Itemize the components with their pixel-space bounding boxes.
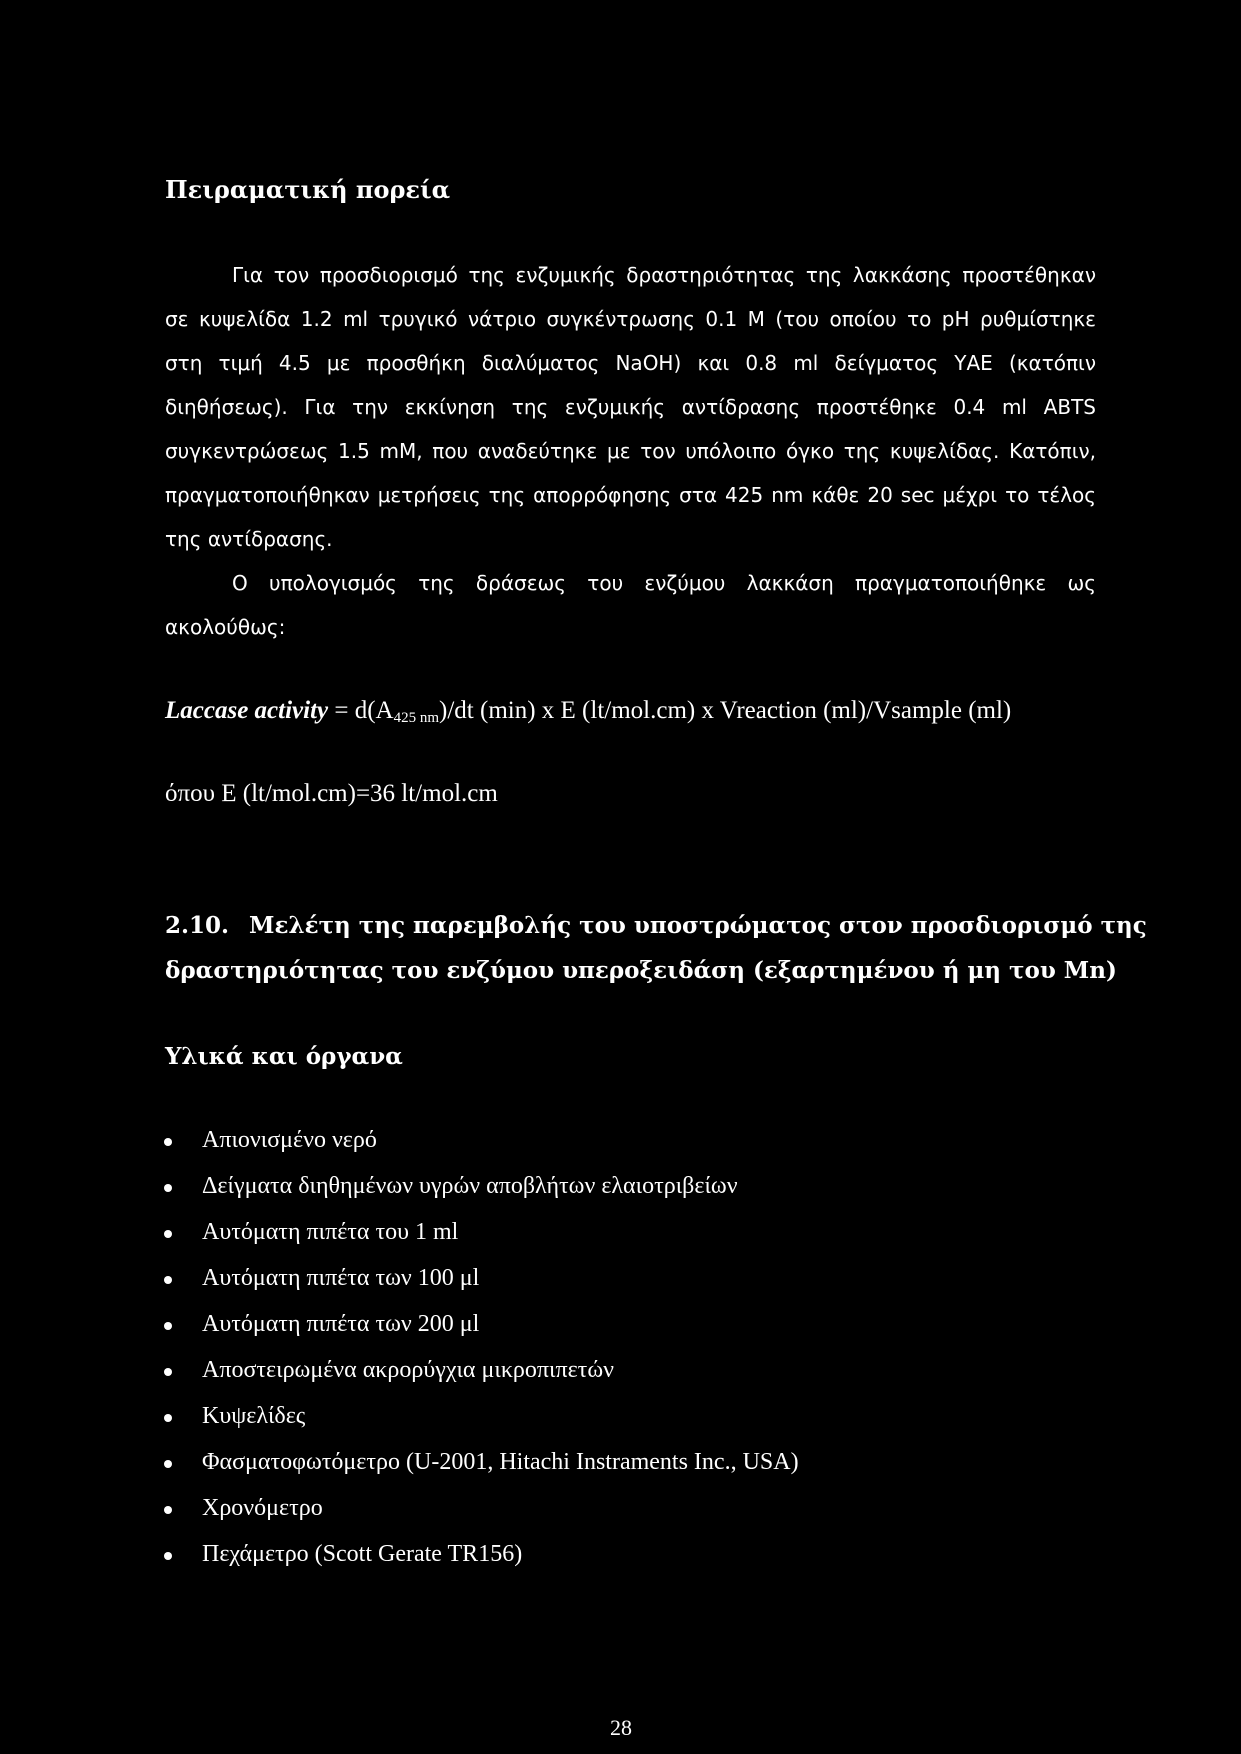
section-2-10-title-line2: δραστηριότητας του ενζύμου υπεροξειδάση (εξαρτημένου ή μη του Mn) <box>165 957 1117 984</box>
list-item: Απιονισμένο νερό <box>202 1127 377 1153</box>
list-item: Αποστειρωμένα ακρορύγχια μικροπιπετών <box>202 1357 614 1383</box>
paragraph-line: συγκεντρώσεως 1.5 mM, που αναδεύτηκε με τον υπόλοιπο όγκο της κυψελίδας. Κατόπιν, <box>165 439 1096 463</box>
paragraph-line: ακολούθως: <box>165 615 286 639</box>
formula-rest: )/dt (min) x E (lt/mol.cm) x Vreaction (ml)/Vsample (ml) <box>439 697 1012 724</box>
list-item: Αυτόματη πιπέτα των 100 μl <box>202 1265 480 1291</box>
section-heading: Πειραματική πορεία <box>165 175 451 204</box>
laccase-activity-formula <box>165 697 1011 727</box>
extinction-coefficient-note: όπου Ε (lt/mol.cm)=36 lt/mol.cm <box>165 780 498 807</box>
formula-subscript: 425 nm <box>393 710 440 726</box>
paragraph-line: στη τιμή 4.5 με προσθήκη διαλύματος NaOH) και 0.8 ml δείγματος ΥΑΕ (κατόπιν <box>165 351 1096 375</box>
paragraph-line: Για τον προσδιορισμό της ενζυμικής δραστηριότητας της λακκάσης προστέθηκαν <box>232 263 1096 287</box>
list-item: Δείγματα διηθημένων υγρών αποβλήτων ελαιοτριβείων <box>202 1173 738 1199</box>
section-title-text: Μελέτη της παρεμβολής του υποστρώματος στον προσδιορισμό της <box>249 912 1147 939</box>
list-item: Αυτόματη πιπέτα των 200 μl <box>202 1311 480 1337</box>
formula-label: Laccase activity <box>165 697 329 724</box>
paragraph-line: πραγματοποιήθηκαν μετρήσεις της απορρόφησης στα 425 nm κάθε 20 sec μέχρι το τέλος <box>165 483 1096 507</box>
paragraph-line: σε κυψελίδα 1.2 ml τρυγικό νάτριο συγκέντρωσης 0.1 Μ (του οποίου το pH ρυθμίστηκε <box>165 307 1096 331</box>
list-item: Φασματοφωτόμετρο (U-2001, Hitachi Instraments Inc., USA) <box>202 1449 799 1475</box>
paragraph-line: διηθήσεως). Για την εκκίνηση της ενζυμικής αντίδρασης προστέθηκε 0.4 ml ABTS <box>165 395 1096 419</box>
materials-heading: Υλικά και όργανα <box>165 1043 403 1070</box>
page-number: 28 <box>610 1715 632 1740</box>
list-item: Χρονόμετρο <box>202 1495 323 1521</box>
list-item: Αυτόματη πιπέτα του 1 ml <box>202 1219 459 1245</box>
paragraph-line: Ο υπολογισμός της δράσεως του ενζύμου λακκάση πραγματοποιήθηκε ως <box>232 571 1096 595</box>
list-item: Κυψελίδες <box>202 1403 306 1429</box>
formula-eq: = d(A <box>328 697 394 724</box>
list-item: Πεχάμετρο (Scott Gerate TR156) <box>202 1541 523 1567</box>
section-2-10-title-line1 <box>165 912 1147 939</box>
paragraph-line: της αντίδρασης. <box>165 527 333 551</box>
section-number: 2.10. <box>165 912 230 939</box>
